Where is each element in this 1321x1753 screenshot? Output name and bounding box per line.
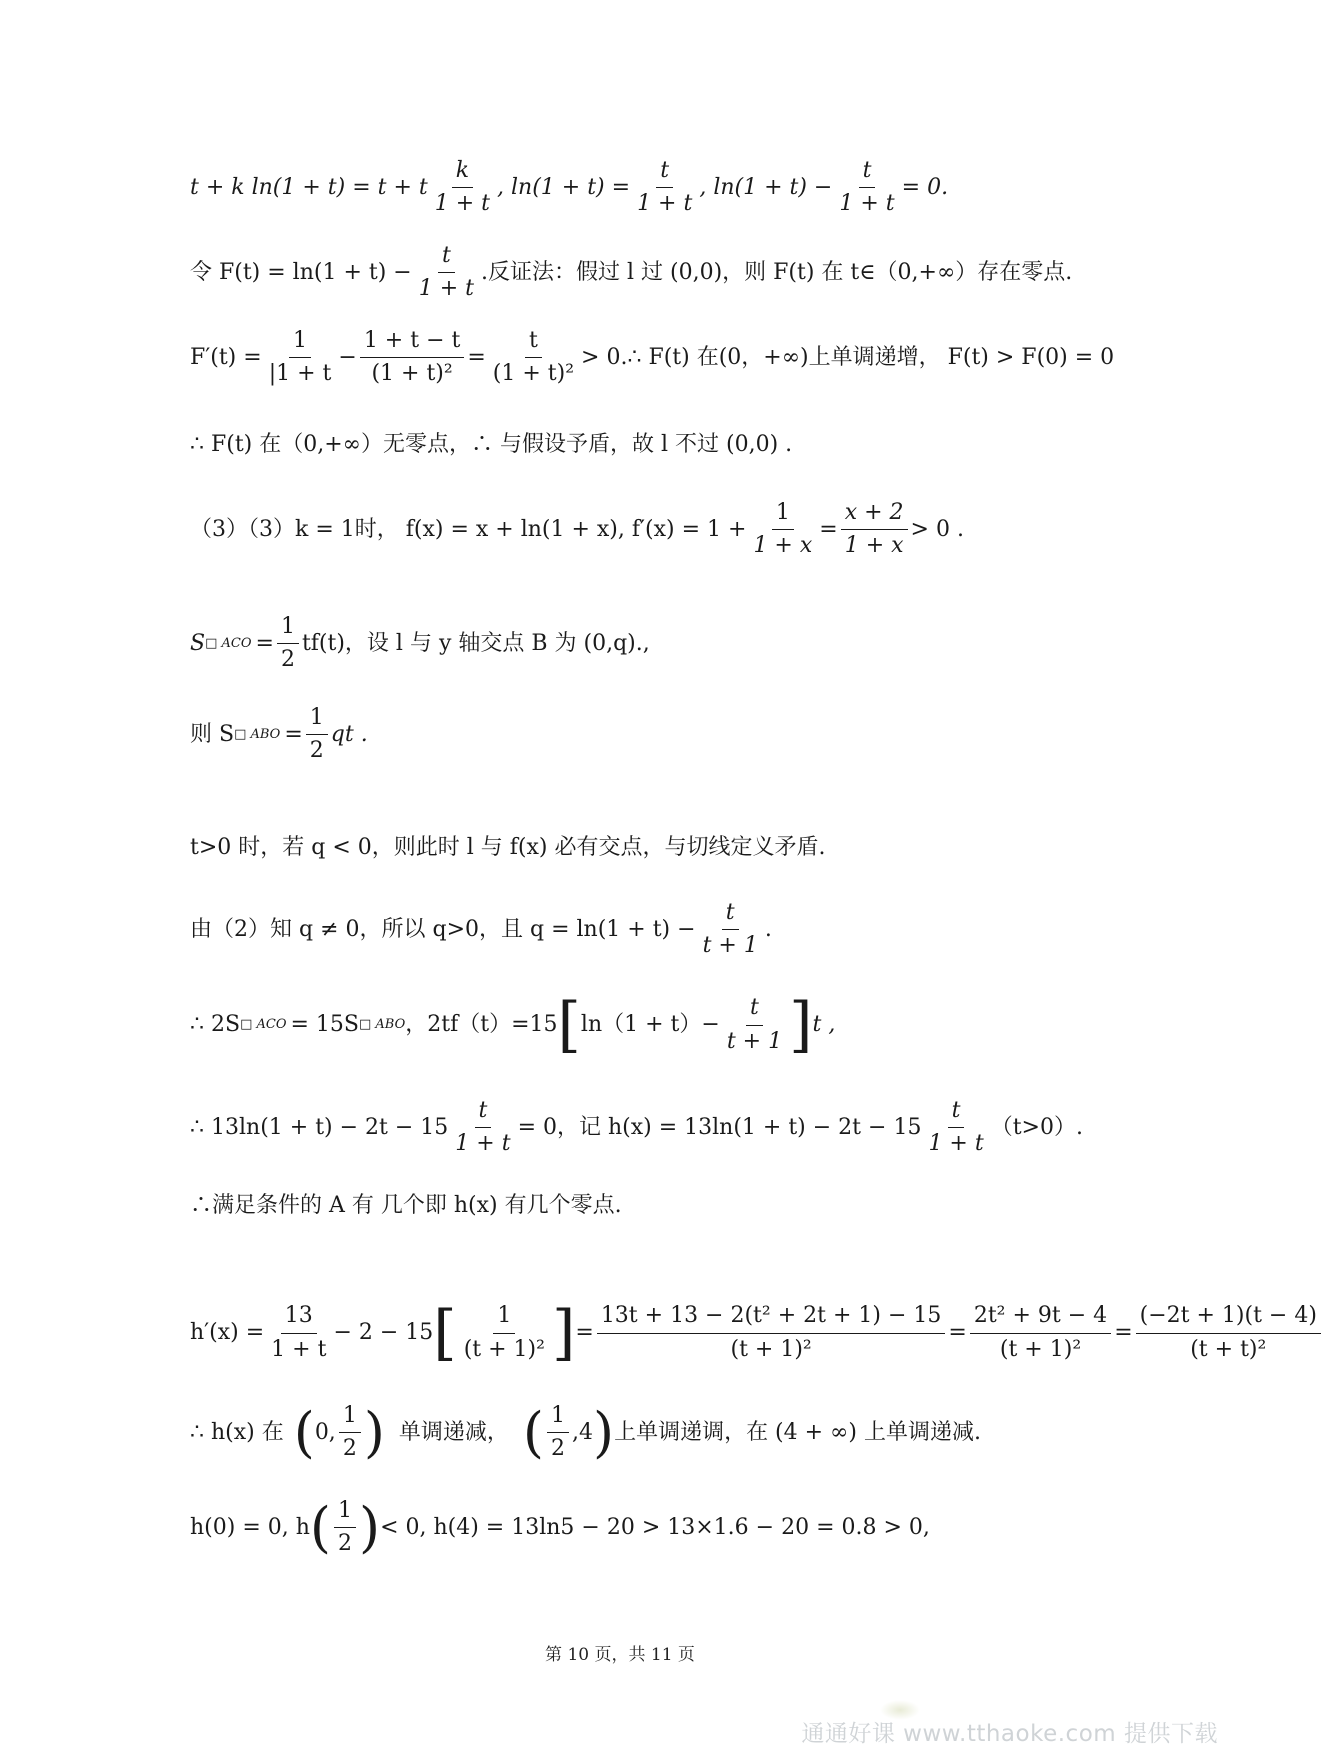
expr: = xyxy=(575,1319,594,1345)
equation-line-12 xyxy=(190,1193,1150,1219)
subscript: □ ABO xyxy=(234,727,281,743)
fraction xyxy=(970,1303,1111,1363)
numerator: t xyxy=(525,328,542,358)
fraction xyxy=(334,1498,356,1558)
left-bracket: [ xyxy=(433,1298,457,1368)
numerator: 1 xyxy=(277,614,299,644)
numerator: 1 + t − t xyxy=(360,328,465,358)
denominator: 1 + t xyxy=(271,1336,327,1362)
denominator: |1 + t xyxy=(268,361,332,387)
denominator: 1 + t xyxy=(637,191,693,217)
numerator: k xyxy=(452,158,473,188)
equation-line-4 xyxy=(190,432,1150,458)
right-paren: ) xyxy=(592,1400,615,1464)
numerator: 1 xyxy=(772,500,794,530)
numerator: 1 xyxy=(339,1403,361,1433)
numerator: t xyxy=(746,995,763,1025)
equation-line-5 xyxy=(190,500,1150,560)
denominator: 1 + t xyxy=(839,191,895,217)
numerator: 2t² + 9t − 4 xyxy=(970,1303,1111,1333)
expr: t + k ln(1 + t) = t + t xyxy=(190,174,428,200)
expr: − xyxy=(338,344,357,370)
expr: = 15S xyxy=(290,1011,359,1037)
expr: , ln(1 + t) − xyxy=(699,174,833,200)
expr: 单调递减， xyxy=(398,1419,509,1445)
equation-line-8 xyxy=(190,835,1150,861)
expr: = 0. xyxy=(901,174,949,200)
numerator: t xyxy=(948,1098,965,1128)
numerator: 1 xyxy=(334,1498,356,1528)
numerator: 1 xyxy=(547,1403,569,1433)
subscript: □ ACO xyxy=(205,636,252,652)
denominator: (1 + t)² xyxy=(371,361,453,387)
equation-line-3 xyxy=(190,328,1150,388)
fraction xyxy=(431,158,494,218)
denominator: 1 + x xyxy=(844,533,904,559)
fraction xyxy=(265,328,336,388)
numerator: t xyxy=(438,243,455,273)
expr: t>0 时，若 q < 0，则此时 l 与 f(x) 必有交点，与切线定义矛盾. xyxy=(190,835,826,860)
equation-line-14 xyxy=(190,1400,1150,1464)
numerator: 13 xyxy=(281,1303,317,1333)
expr: ln（1 + t）− xyxy=(580,1011,720,1037)
expr: ∴ 2S xyxy=(190,1011,241,1037)
numerator: 1 xyxy=(306,705,328,735)
fraction xyxy=(1136,1303,1321,1363)
fraction xyxy=(699,900,762,960)
expr: > 0 . xyxy=(910,516,964,542)
expr: = xyxy=(284,721,303,747)
right-paren: ) xyxy=(363,1400,385,1464)
denominator: 1 + t xyxy=(418,276,475,302)
fraction xyxy=(339,1403,361,1463)
numerator: (−2t + 1)(t − 4) xyxy=(1136,1303,1321,1333)
expr: h′(x) = xyxy=(190,1319,265,1345)
fraction xyxy=(360,328,465,388)
expr: = xyxy=(948,1319,967,1345)
expr: . xyxy=(764,916,772,942)
expr: = xyxy=(1114,1319,1133,1345)
fraction xyxy=(723,995,786,1055)
page-number-footer: 第 10 页，共 11 页 xyxy=(545,1645,695,1665)
expr: F′(t) = xyxy=(190,344,262,370)
expr: ∴ h(x) 在 xyxy=(190,1419,284,1445)
expr: （t>0）. xyxy=(990,1114,1083,1140)
equation-line-9 xyxy=(190,900,1150,960)
expr: .反证法：假过 l 过 (0,0)，则 F(t) 在 t∈（0,+∞）存在零点. xyxy=(481,259,1073,285)
denominator: 1 + t xyxy=(455,1131,511,1157)
subscript: □ ABO xyxy=(358,1017,406,1033)
expr: − 2 − 15 xyxy=(333,1319,434,1345)
denominator: (t + t)² xyxy=(1190,1336,1267,1362)
denominator: 1 + x xyxy=(753,533,813,559)
equation-line-1 xyxy=(190,158,1150,218)
expr: h(0) = 0, h xyxy=(190,1514,310,1540)
expr: = xyxy=(255,630,274,656)
watermark-text: 通通好课 www.tthaoke.com 提供下载 xyxy=(801,1721,1218,1747)
expr: 上单调递调，在 (4 + ∞) 上单调递减. xyxy=(614,1419,981,1445)
numerator: 13t + 13 − 2(t² + 2t + 1) − 15 xyxy=(597,1303,946,1333)
fraction xyxy=(547,1403,569,1463)
numerator: x + 2 xyxy=(841,500,908,530)
expr: 由（2）知 q ≠ 0，所以 q>0，且 q = ln(1 + t) − xyxy=(190,916,696,942)
denominator: (t + 1)² xyxy=(730,1336,812,1362)
left-paren: ( xyxy=(522,1400,544,1464)
right-bracket: ] xyxy=(551,1298,576,1368)
expr: ，2tf（t）=15 xyxy=(405,1011,558,1037)
denominator: t + 1 xyxy=(702,933,758,959)
expr: ∴ F(t) 在（0,+∞）无零点，∴ 与假设予盾，故 l 不过 (0,0) . xyxy=(190,432,793,457)
denominator: 2 xyxy=(337,1531,352,1557)
expr: ∴ 13ln(1 + t) − 2t − 15 xyxy=(190,1114,449,1140)
fraction xyxy=(460,1303,549,1363)
denominator: 2 xyxy=(280,647,295,673)
right-paren: ) xyxy=(358,1495,381,1559)
numerator: t xyxy=(859,158,876,188)
equation-line-10 xyxy=(190,990,1150,1060)
numerator: t xyxy=(475,1098,492,1128)
expr: < 0, h(4) = 13ln5 − 20 > 13×1.6 − 20 = 0.8 > 0, xyxy=(380,1514,930,1540)
fraction xyxy=(749,500,816,560)
equation-line-11 xyxy=(190,1098,1150,1158)
denominator: (t + 1)² xyxy=(999,1336,1082,1362)
denominator: (t + 1)² xyxy=(463,1336,545,1362)
expr: （3）（3）k = 1时， f(x) = x + ln(1 + x), f′(x) = 1 + xyxy=(190,516,747,542)
numerator: 1 xyxy=(289,328,311,358)
expr: 则 S xyxy=(190,721,235,747)
right-bracket: ] xyxy=(789,990,813,1060)
expr: ,4 xyxy=(571,1419,593,1445)
denominator: 1 + t xyxy=(434,191,491,217)
denominator: 2 xyxy=(309,738,324,764)
fraction xyxy=(924,1098,987,1158)
expr: 0, xyxy=(314,1419,336,1445)
equation-line-2 xyxy=(190,243,1150,303)
expr: = xyxy=(819,516,838,542)
fraction xyxy=(835,158,898,218)
expr: 令 F(t) = ln(1 + t) − xyxy=(190,259,412,285)
expr: ∴满足条件的 A 有 几个即 h(x) 有几个零点. xyxy=(190,1193,622,1218)
fraction xyxy=(267,1303,330,1363)
fraction xyxy=(489,328,578,388)
fraction xyxy=(277,614,299,674)
expr: = xyxy=(467,344,486,370)
equation-line-13 xyxy=(190,1298,1317,1368)
left-bracket: [ xyxy=(557,990,581,1060)
denominator: 2 xyxy=(550,1436,565,1462)
fraction xyxy=(451,1098,514,1158)
expr: = 0，记 h(x) = 13ln(1 + t) − 2t − 15 xyxy=(517,1114,922,1140)
expr: S xyxy=(190,630,206,656)
expr: qt . xyxy=(330,721,368,747)
equation-line-6 xyxy=(190,614,1150,674)
denominator: 2 xyxy=(342,1436,357,1462)
expr: , ln(1 + t) = xyxy=(497,174,631,200)
expr: > 0.∴ F(t) 在(0，+∞)上单调递增， F(t) > F(0) = 0 xyxy=(581,344,1115,370)
equation-line-7 xyxy=(190,705,1150,765)
left-paren: ( xyxy=(293,1400,315,1464)
expr: tf(t)，设 l 与 y 轴交点 B 为 (0,q)., xyxy=(301,630,650,656)
fraction xyxy=(306,705,328,765)
denominator: 1 + t xyxy=(928,1131,984,1157)
left-paren: ( xyxy=(309,1495,331,1559)
denominator: t + 1 xyxy=(726,1028,783,1054)
numerator: t xyxy=(722,900,739,930)
denominator: (1 + t)² xyxy=(492,361,575,387)
fraction xyxy=(841,500,908,560)
equation-line-15 xyxy=(190,1495,1150,1559)
expr: t , xyxy=(812,1011,836,1037)
fraction xyxy=(415,243,478,303)
numerator: t xyxy=(656,158,673,188)
subscript: □ ACO xyxy=(240,1017,287,1033)
fraction xyxy=(597,1303,946,1363)
fraction xyxy=(633,158,696,218)
numerator: 1 xyxy=(493,1303,515,1333)
